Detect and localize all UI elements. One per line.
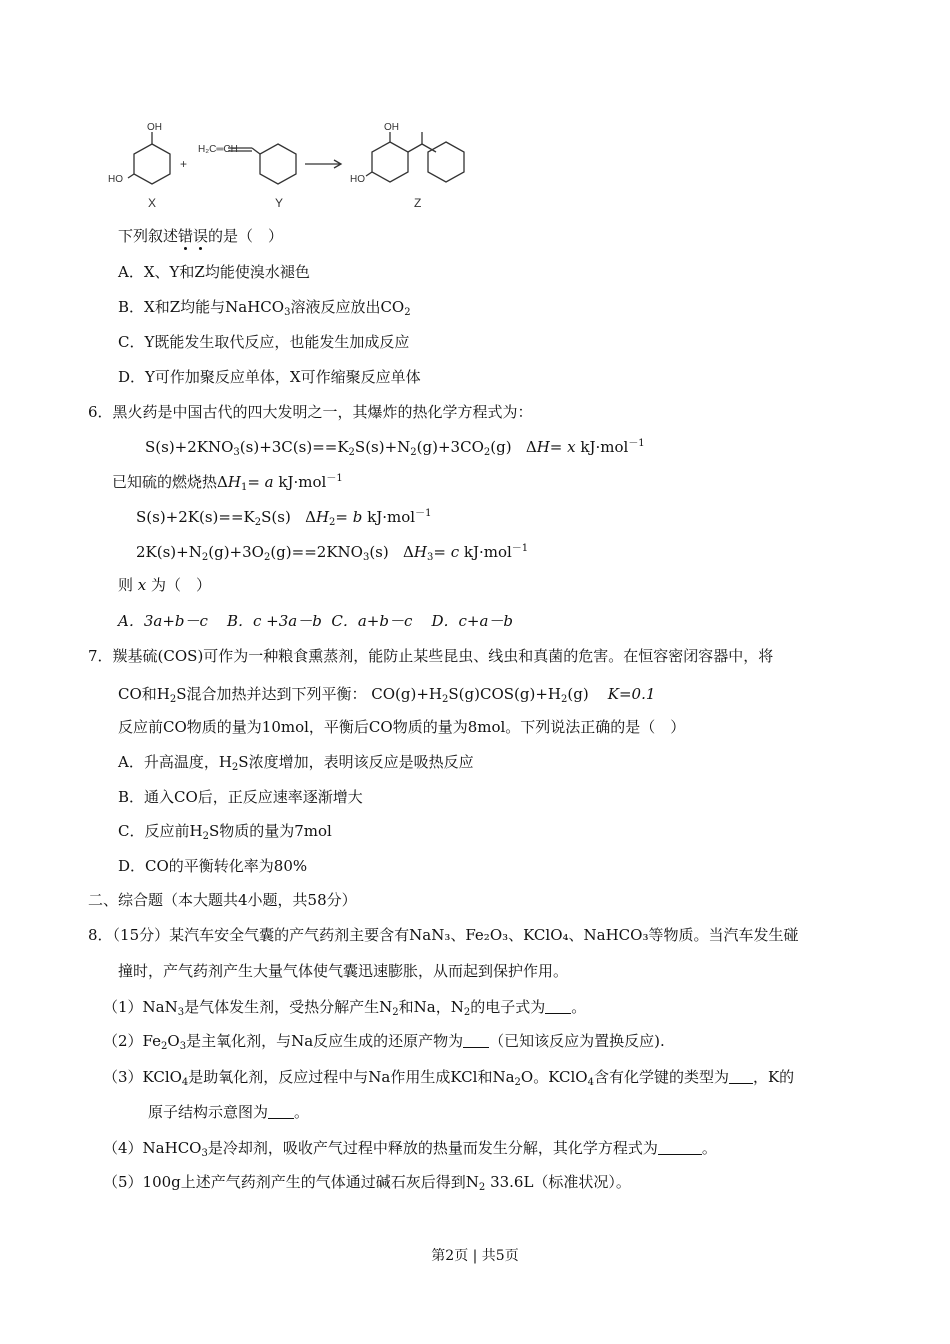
q8-part-1: （1）NaN$_3$是气体发生剂，受热分解产生$N_2$和Na，$N_2$的电子式为 。 (103, 998, 587, 1018)
q6-stem: 6．黑火药是中国古代的四大发明之一，其爆炸的热化学方程式为： (88, 403, 533, 421)
benzene-ring-z2 (428, 142, 464, 182)
q5-option-a: A．X、Y和Z均能使溴水褪色 (118, 263, 310, 281)
y-vinyl: H₂C═CH (198, 144, 238, 155)
q8-part-3: （3）KClO$_4$是助氧化剂，反应过程中与Na作用生成KCl和$Na_2O$。KClO$_4$含有化学键的类型为 ，K的 (103, 1068, 795, 1088)
q5-stem: 下列叙述错误的是（ ） (118, 227, 284, 245)
x-ho: HO (108, 174, 123, 185)
q6-options: A．3a+b－c B．c +3a－b C．a+b－c D．c+a－b (118, 612, 513, 630)
q6-ask: 则 x 为（ ） (118, 576, 212, 594)
q8-stem: 8．（15分）某汽车安全气囊的产气药剂主要含有NaN₃、Fe₂O₃、KClO₄、NaHCO₃等物质。当汽车发生碰 (88, 926, 799, 944)
q7-option-b: B．通入CO后，正反应速率逐渐增大 (118, 788, 363, 806)
section-2-heading: 二、综合题（本大题共4小题，共58分） (88, 891, 357, 909)
q7-equilibrium: CO和$H_2S$混合加热并达到下列平衡： $CO(g)+H_2S(g)COS(g)+H_2(g)$ K=0.1 (118, 685, 656, 705)
label-x: X (148, 196, 157, 210)
answer-blank-3b[interactable] (268, 1104, 294, 1119)
q6-equation-3: $2K(s)+N_2(g)+3O_2(g)==2KNO_3(s)$ $\Delta H_3= c$ kJ·mol$^{-1}$ (136, 543, 529, 563)
q8-stem-2: 撞时，产气药剂产生大量气体使气囊迅速膨胀，从而起到保护作用。 (118, 962, 569, 980)
label-z: Z (414, 196, 422, 210)
benzene-ring-x (134, 144, 170, 184)
benzene-ring-z1 (372, 142, 408, 182)
q7-option-d: D．CO的平衡转化率为80% (118, 857, 308, 875)
z-oh: OH (384, 122, 399, 133)
q5-option-b: B．X和Z均能与NaHCO$_3$溶液反应放出$CO_2$ (118, 298, 411, 318)
q7-stem: 7．羰基硫(COS)可作为一种粮食熏蒸剂，能防止某些昆虫、线虫和真菌的危害。在恒容密闭容器中，将 (88, 647, 774, 665)
q6-equation: $S(s)+2KNO_3(s)+3C(s)==K_2S(s)+N_2(g)+3CO_2(g)$ ΔH= x kJ·mol$^{-1}$ (145, 438, 645, 458)
q8-part-3-line2: 原子结构示意图为 。 (148, 1103, 310, 1121)
plus-sign: + (180, 157, 188, 171)
answer-blank-4[interactable] (658, 1140, 702, 1155)
q6-known: 已知硫的燃烧热$\Delta H_1= a$ kJ·mol$^{-1}$ (112, 473, 343, 493)
q5-option-c: C．Y既能发生取代反应，也能发生加成反应 (118, 333, 410, 351)
reaction-scheme (100, 112, 470, 212)
q8-part-4: （4）NaHCO$_3$是冷却剂，吸收产气过程中释放的热量而发生分解，其化学方程式为 。 (103, 1139, 717, 1159)
label-y: Y (275, 196, 284, 210)
z-ho: HO (350, 174, 365, 185)
benzene-ring-y (260, 144, 296, 184)
q7-option-c: C．反应前$H_2S$物质的量为7mol (118, 822, 332, 842)
page-footer: 第2页 | 共5页 (431, 1248, 519, 1264)
x-oh: OH (147, 122, 162, 133)
q8-part-5: （5）100g上述产气药剂产生的气体通过碱石灰后得到$N_2$ 33.6L（标准状况）。 (103, 1173, 631, 1193)
answer-blank-3a[interactable] (729, 1069, 753, 1084)
q7-line3: 反应前CO物质的量为10mol，平衡后CO物质的量为8mol。下列说法正确的是（ ） (118, 718, 686, 736)
q7-option-a: A．升高温度，$H_2S$浓度增加，表明该反应是吸热反应 (118, 753, 474, 773)
answer-blank-1[interactable] (545, 999, 571, 1014)
q8-part-2: $(2)Fe_2O_3$是主氧化剂，与Na反应生成的还原产物为 （已知该反应为置换反应). (103, 1032, 665, 1052)
answer-blank-2[interactable] (463, 1033, 489, 1048)
q6-equation-2: $S(s)+2K(s)==K_2S(s)$ $\Delta H_2= b$ kJ·mol$^{-1}$ (136, 508, 432, 528)
q5-option-d: D．Y可作加聚反应单体，X可作缩聚反应单体 (118, 368, 421, 386)
